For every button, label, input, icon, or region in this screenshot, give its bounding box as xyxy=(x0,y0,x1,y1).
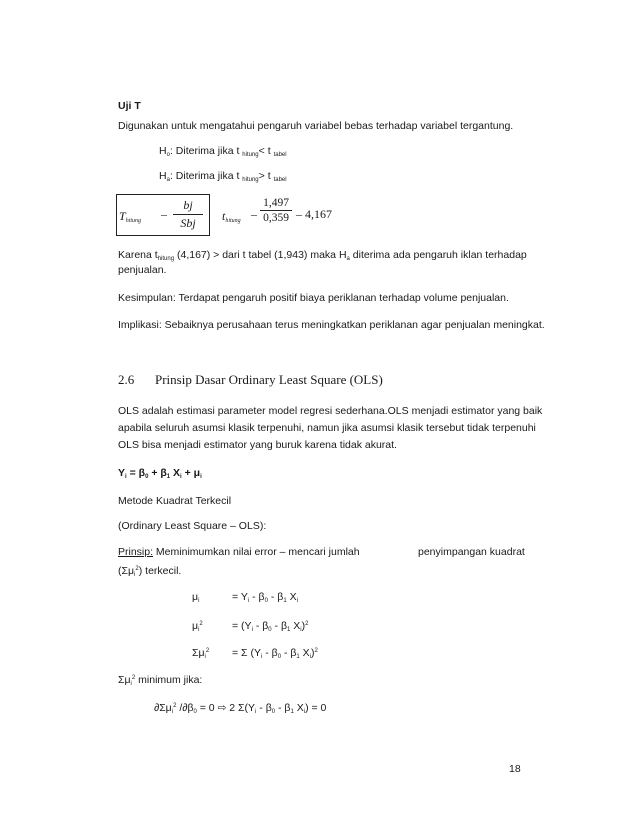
eq2-rhs: = ($Y_i - \beta_0 - \beta_1$ $X_i)^2$ xyxy=(232,620,309,633)
eq3-rhs: = Σ ($Y_i - \beta_0 - \beta_1$ $X_i)^2$ xyxy=(232,647,318,660)
prinsip-right: penyimpangan kuadrat xyxy=(418,546,525,558)
h0-line xyxy=(159,144,287,162)
karena-line1: Karena $t_{hitung}$ (4,167) > dari t tabel (1,943) maka $H_a$ diterima ada pengaruh iklan terhadap xyxy=(118,249,527,262)
ha-t2: t xyxy=(264,170,271,182)
ols-para-line2: apabila seluruh asumsi klasik terpenuhi, namun jika asumsi klasik tersebut tidak terpenuhi xyxy=(118,422,536,434)
formula2-lhs: $t_{hitung}$ xyxy=(222,209,241,224)
prinsip-label: Prinsip: xyxy=(118,546,154,558)
ols-paren: (Ordinary Least Square – OLS): xyxy=(118,520,267,532)
prinsip-line2: $(\Sigma\mu_i^2)$ terkecil. xyxy=(118,565,182,578)
formula2-result: – 4,167 xyxy=(296,207,332,221)
ha-line xyxy=(159,169,287,187)
uji-t-intro: Digunakan untuk mengatahui pengaruh variabel bebas terhadap variabel tergantung. xyxy=(118,120,514,132)
ols-model: $Y_i = \beta_0 + \beta_1$ $X_i + \mu_i$ xyxy=(118,467,202,480)
karena-line2: penjualan. xyxy=(118,264,167,276)
formula1-eq: – xyxy=(161,207,167,221)
minimum-line: $\Sigma\mu_i^2$ minimum jika: xyxy=(118,674,203,687)
formula1-numerator: bj xyxy=(183,198,193,212)
metode-kuadrat: Metode Kuadrat Terkecil xyxy=(118,495,232,507)
uji-t-heading: Uji T xyxy=(118,100,141,112)
derivative-line: $\partial\Sigma\mu_i^2$ $/\partial\beta_0 = 0$ ⇨ 2 $\Sigma(Y_i - \beta_0 - \beta_1$ $X_i) = 0$ xyxy=(154,702,327,715)
h0-text: : Diterima jika t xyxy=(169,145,240,157)
section-number: 2.6 xyxy=(118,372,135,387)
formula2-eq: – xyxy=(251,207,257,221)
h0-sub: o xyxy=(166,152,170,158)
eq2-lhs: $\mu_i^2$ xyxy=(192,620,203,633)
h0-symbol: H xyxy=(159,145,167,157)
h0-t2sub: tabel xyxy=(273,152,287,158)
kesimpulan: Kesimpulan: Terdapat pengaruh positif biaya periklanan terhadap volume penjualan. xyxy=(118,292,509,304)
section-title: Prinsip Dasar Ordinary Least Square (OLS) xyxy=(155,372,383,387)
ha-t2sub: tabel xyxy=(273,177,287,183)
ha-tsub: hitung xyxy=(242,177,259,183)
formula2-denominator: 0,359 xyxy=(263,212,289,224)
page-number: 18 xyxy=(509,763,521,775)
formula2-numerator: 1,497 xyxy=(263,197,289,209)
ha-op: > xyxy=(258,170,265,182)
formula1-fraction xyxy=(173,198,203,231)
h0-tsub: hitung xyxy=(242,152,259,158)
formula2-fraction xyxy=(260,197,292,224)
t-hitung-formula-box xyxy=(116,194,210,236)
eq3-lhs: $\Sigma\mu_i^2$ xyxy=(192,647,210,660)
implikasi: Implikasi: Sebaiknya perusahaan terus meningkatkan periklanan agar penjualan meningkat. xyxy=(118,319,545,331)
ha-symbol: H xyxy=(159,170,167,182)
eq1-lhs: $\mu_i$ xyxy=(192,591,200,604)
ha-sub: a xyxy=(166,177,170,183)
prinsip-line1: Prinsip: Meminimumkan nilai error – mencari jumlah xyxy=(118,546,360,558)
h0-t2: t xyxy=(264,145,271,157)
eq1-rhs: = $Y_i - \beta_0 - \beta_1$ $X_i$ xyxy=(232,591,298,604)
h0-op: < xyxy=(258,145,265,157)
ols-para-line1: OLS adalah estimasi parameter model regresi sederhana.OLS menjadi estimator yang baik xyxy=(118,405,543,417)
ols-para-line3: OLS bisa menjadi estimator yang buruk karena tidak akurat. xyxy=(118,439,397,451)
formula1-denominator: Sbj xyxy=(180,216,196,230)
formula1-lhs: $T_{hitung}$ xyxy=(119,209,142,224)
ha-text: : Diterima jika t xyxy=(169,170,240,182)
